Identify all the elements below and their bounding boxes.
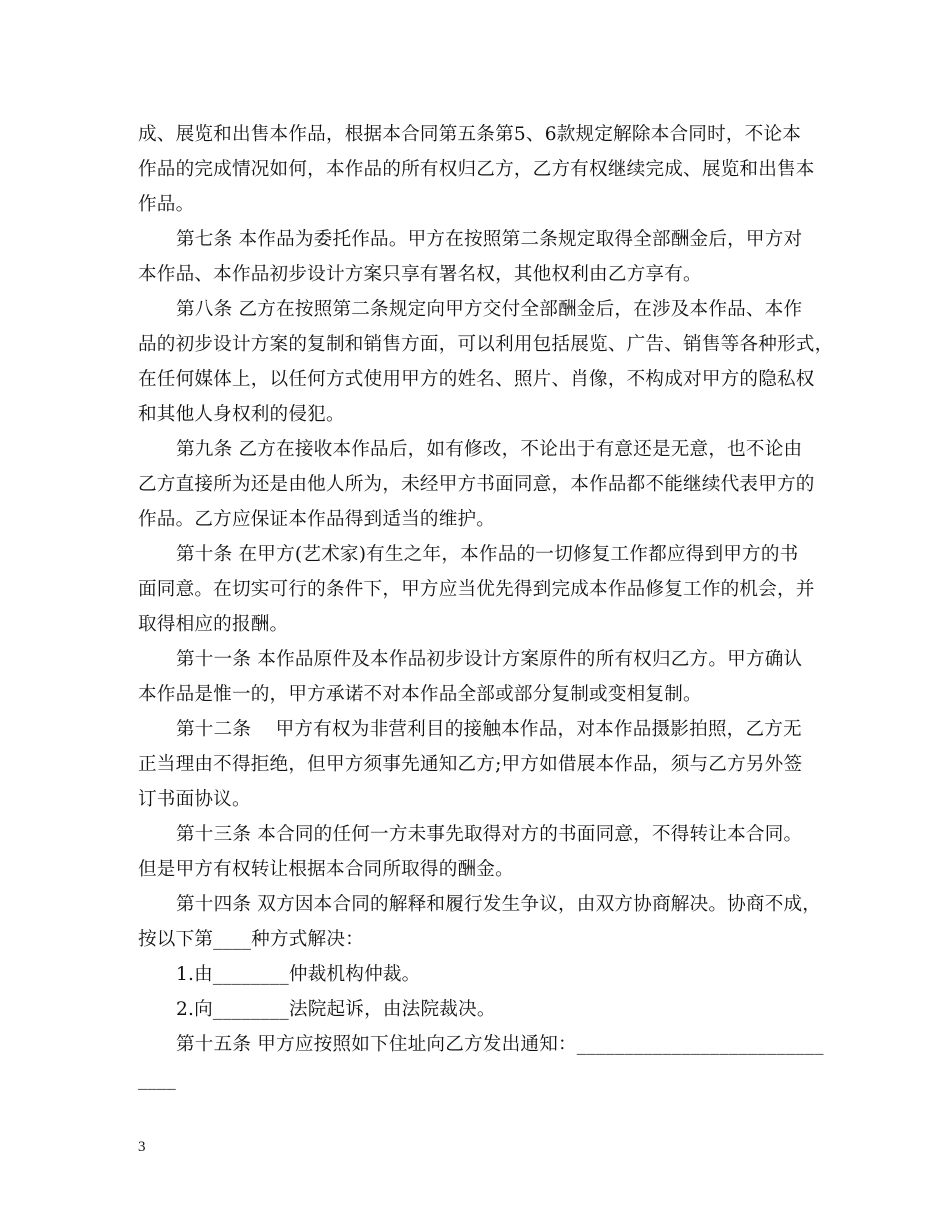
text-line: 取得相应的报酬。 <box>138 614 289 635</box>
text-line: 作品。乙方应保证本作品得到适当的维护。 <box>138 509 496 530</box>
article-11-line: 第十一条 本作品原件及本作品初步设计方案原件的所有权归乙方。甲方确认 <box>176 649 803 670</box>
article-12-line: 第十二条 甲方有权为非营利目的接触本作品，对本作品摄影拍照，乙方无 <box>176 719 802 740</box>
text-line: 成、展览和出售本作品，根据本合同第五条第5、6款规定解除本合同时，不论本 <box>138 124 802 145</box>
text-line: 但是甲方有权转让根据本合同所取得的酬金。 <box>138 859 514 880</box>
document-body <box>138 117 834 1097</box>
text-line: 品的初步设计方案的复制和销售方面，可以利用包括展览、广告、销售等各种形式， <box>138 334 834 355</box>
text-line: ____ <box>138 1069 176 1090</box>
text-line: 订书面协议。 <box>138 789 251 810</box>
article-15-line: 第十五条 甲方应按照如下住址向乙方发出通知：__________________________ <box>176 1034 824 1055</box>
text-line: 面同意。在切实可行的条件下，甲方应当优先得到完成本作品修复工作的机会，并 <box>138 579 815 600</box>
article-13-line: 第十三条 本合同的任何一方未事先取得对方的书面同意，不得转让本合同。 <box>176 824 803 845</box>
text-line: 乙方直接所为还是由他人所为，未经甲方书面同意，本作品都不能继续代表甲方的 <box>138 474 815 495</box>
article-14-line: 第十四条 双方因本合同的解释和履行发生争议，由双方协商解决。协商不成， <box>176 894 822 915</box>
article-7-line: 第七条 本作品为委托作品。甲方在按照第二条规定取得全部酬金后，甲方对 <box>176 229 803 250</box>
text-line: 正当理由不得拒绝，但甲方须事先通知乙方;甲方如借展本作品，须与乙方另外签 <box>138 754 803 775</box>
page-number: 3 <box>138 1139 146 1155</box>
text-line: 在任何媒体上，以任何方式使用甲方的姓名、照片、肖像，不构成对甲方的隐私权 <box>138 369 815 390</box>
text-line: 本作品、本作品初步设计方案只享有署名权，其他权利由乙方享有。 <box>138 264 702 285</box>
article-10-line: 第十条 在甲方(艺术家)有生之年，本作品的一切修复工作都应得到甲方的书 <box>176 544 799 565</box>
text-line: 按以下第____种方式解决： <box>138 929 364 950</box>
option-1-line: 1.由________仲裁机构仲裁。 <box>176 964 421 985</box>
text-line: 本作品是惟一的，甲方承诺不对本作品全部或部分复制或变相复制。 <box>138 684 702 705</box>
text-line: 作品的完成情况如何，本作品的所有权归乙方，乙方有权继续完成、展览和出售本 <box>138 159 815 180</box>
article-8-line: 第八条 乙方在按照第二条规定向甲方交付全部酬金后，在涉及本作品、本作 <box>176 299 803 320</box>
article-9-line: 第九条 乙方在接收本作品后，如有修改，不论出于有意还是无意，也不论由 <box>176 439 803 460</box>
text-line: 和其他人身权利的侵犯。 <box>138 404 345 425</box>
option-2-line: 2.向________法院起诉，由法院裁决。 <box>176 999 496 1020</box>
text-line: 作品。 <box>138 194 195 215</box>
